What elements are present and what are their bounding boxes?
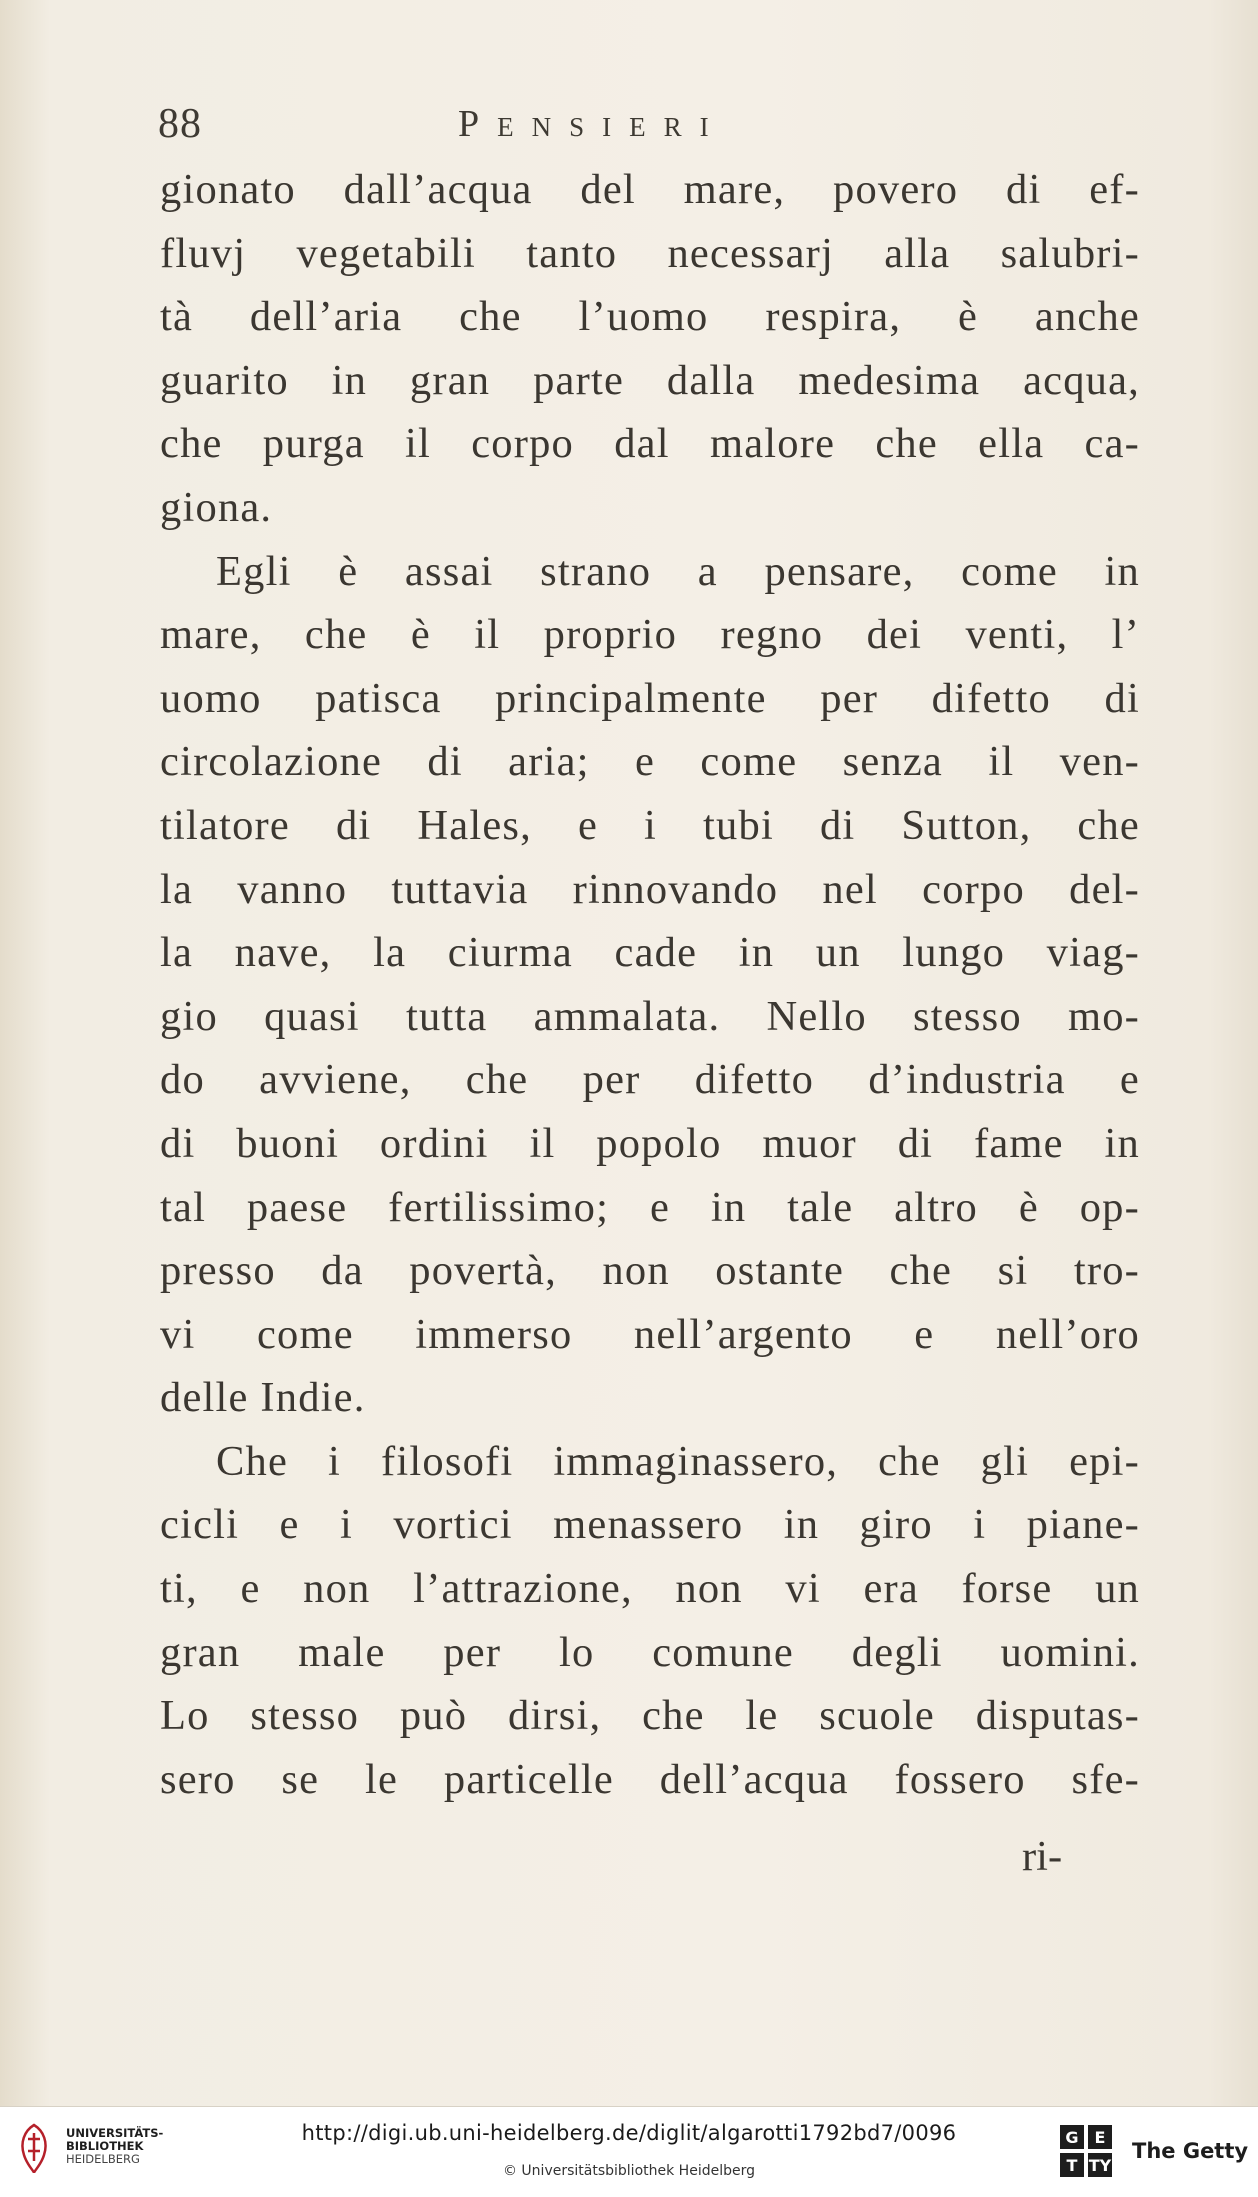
- text-line: che purga il corpo dal malore che ella ca-: [160, 420, 1140, 468]
- text-line: la vanno tuttavia rinnovando nel corpo del-: [160, 865, 1140, 913]
- footer-bar: [0, 2106, 1258, 2197]
- text-line: Lo stesso può dirsi, che le scuole disputas-: [160, 1692, 1140, 1740]
- text-line: tal paese fertilissimo; e in tale altro è op-: [160, 1183, 1140, 1231]
- text-line: Egli è assai strano a pensare, come in: [216, 547, 1140, 595]
- text-line: uomo patisca principalmente per difetto di: [160, 674, 1140, 722]
- page-number: 88: [158, 101, 202, 147]
- text-line: guarito in gran parte dalla medesima acqua,: [160, 356, 1140, 404]
- getty-logo-letter: TY: [1088, 2156, 1112, 2175]
- getty-logo-icon: [1058, 2123, 1114, 2179]
- library-name-line: BIBLIOTHEK: [66, 2139, 144, 2153]
- page-header: [158, 100, 1158, 148]
- getty-name: The Getty: [1132, 2139, 1249, 2163]
- text-line: tilatore di Hales, e i tubi di Sutton, che: [160, 801, 1140, 849]
- text-line: la nave, la ciurma cade in un lungo viag-: [160, 929, 1140, 977]
- getty-logo-letter: T: [1066, 2156, 1078, 2175]
- text-line: di buoni ordini il popolo muor di fame in: [160, 1119, 1140, 1167]
- text-line: Che i filosofi immaginassero, che gli epi-: [216, 1437, 1140, 1485]
- library-name-line: HEIDELBERG: [66, 2152, 140, 2166]
- text-line: cicli e i vortici menassero in giro i piane-: [160, 1501, 1140, 1549]
- text-line: fluvj vegetabili tanto necessarj alla salubri-: [160, 229, 1140, 277]
- text-line: sero se le particelle dell’acqua fossero sfe-: [160, 1755, 1140, 1803]
- getty-logo-letter: G: [1065, 2128, 1079, 2147]
- text-line: delle Indie.: [160, 1374, 366, 1422]
- text-line: giona.: [160, 483, 273, 531]
- library-name-line: UNIVERSITÄTS-: [66, 2126, 164, 2140]
- text-line: do avviene, che per difetto d’industria e: [160, 1056, 1140, 1104]
- text-line: gran male per lo comune degli uomini.: [160, 1628, 1140, 1676]
- text-line: presso da povertà, non ostante che si tro-: [160, 1247, 1140, 1295]
- text-line: ti, e non l’attrazione, non vi era forse un: [160, 1565, 1140, 1613]
- text-line: gio quasi tutta ammalata. Nello stesso mo-: [160, 992, 1140, 1040]
- text-line: vi come immerso nell’argento e nell’oro: [160, 1310, 1140, 1358]
- text-line: tà dell’aria che l’uomo respira, è anche: [160, 293, 1140, 341]
- text-line: circolazione di aria; e come senza il ven-: [160, 738, 1140, 786]
- body-text: [160, 158, 1140, 1811]
- text-line: mare, che è il proprio regno dei venti, l’: [160, 611, 1140, 659]
- copyright-notice: © Universitätsbibliothek Heidelberg: [502, 2163, 755, 2179]
- getty-logo-letter: E: [1094, 2128, 1106, 2147]
- catchword: ri-: [1022, 1833, 1063, 1880]
- text-line: gionato dall’acqua del mare, povero di ef-: [160, 166, 1140, 213]
- permalink-url[interactable]: http://digi.ub.uni-heidelberg.de/diglit/algarotti1792bd7/0096: [301, 2121, 957, 2145]
- running-head: Pensieri: [458, 103, 727, 145]
